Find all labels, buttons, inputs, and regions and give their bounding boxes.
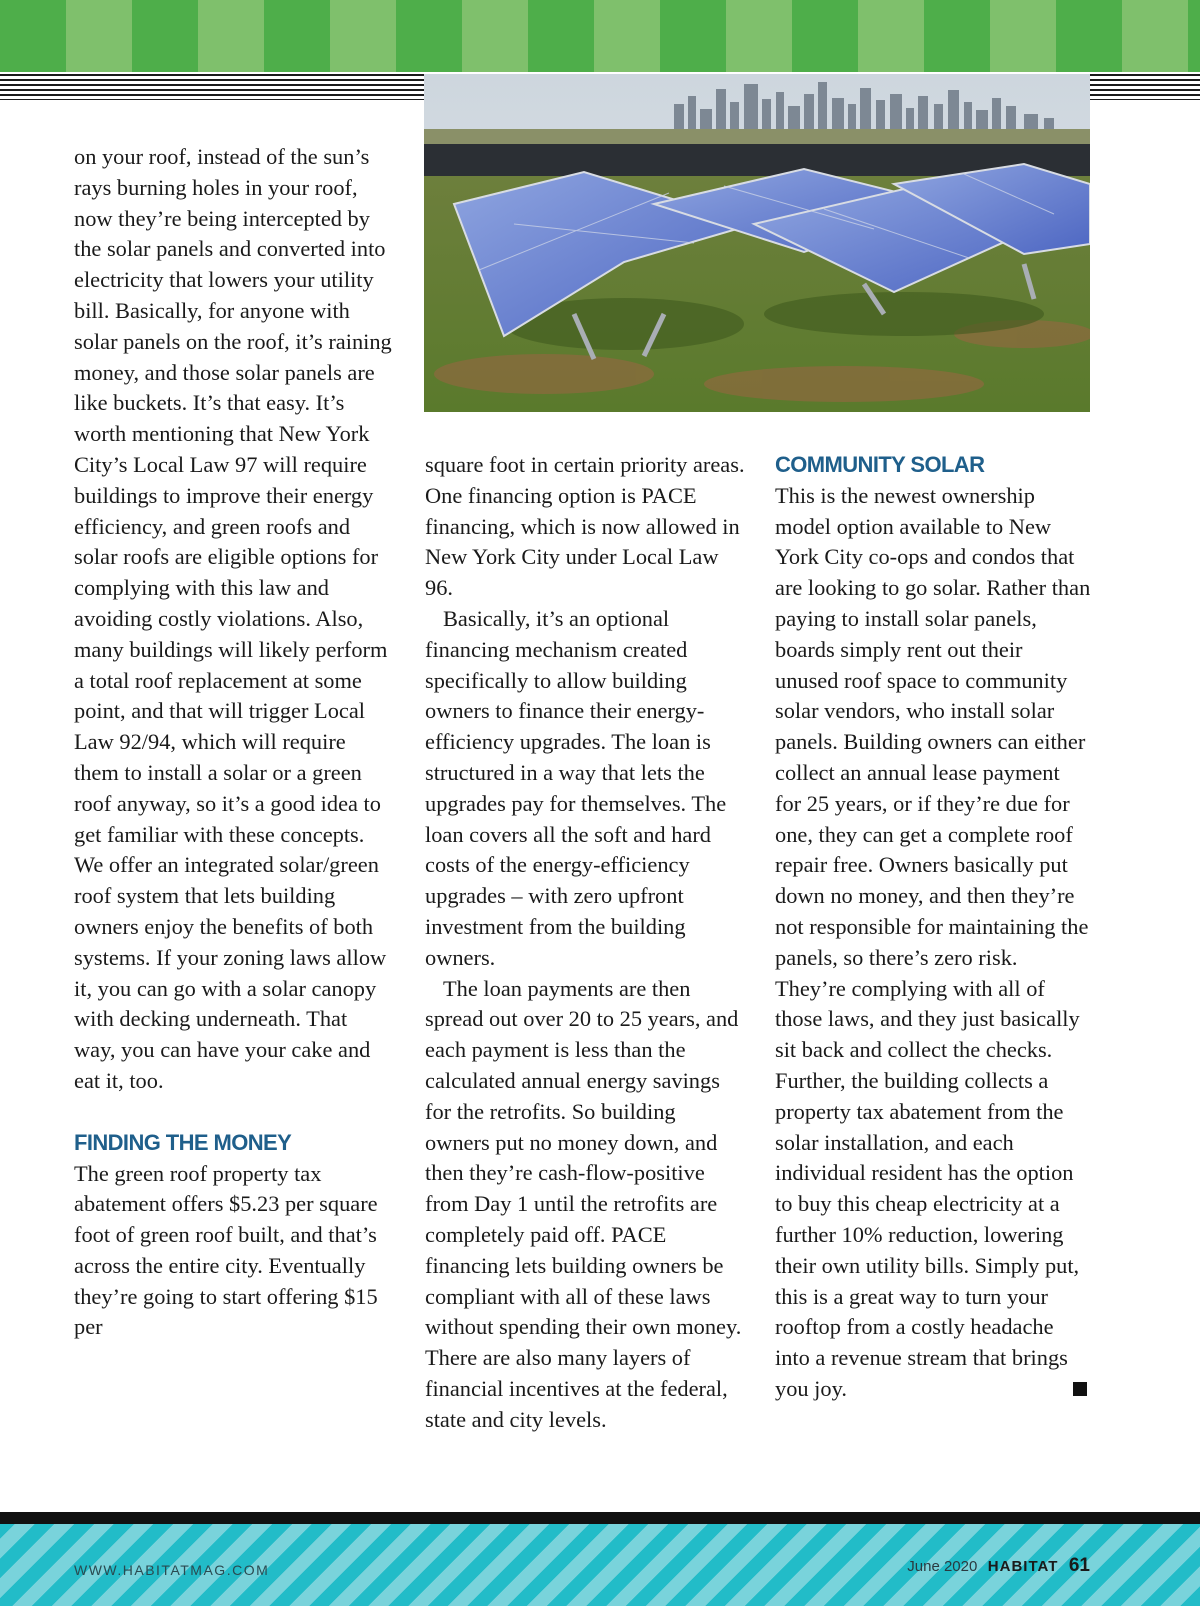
header-rule-left xyxy=(0,74,424,100)
article-column-3 xyxy=(775,450,1091,1405)
col2-paragraph-3: The loan payments are then spread out over 20 to 25 years, and each payment is less than the calculated annual energy savings for the retrofits. So building owners put no money down, and then they’re cash-flow-positive from Day 1 until the retrofits are completely paid off. PACE financing lets building owners be compliant with all of these laws without spending their own money. There are also many layers of financial incentives at the federal, state and city levels. xyxy=(425,975,742,1432)
col1-paragraph-2: The green roof property tax abatement offers $5.23 per square foot of green roof built, and that’s across the entire city. Eventually they’re going to start offering $15 per xyxy=(74,1160,378,1340)
col2-paragraph-2: Basically, it’s an optional financing mechanism created specifically to allow building owners to finance their energy-efficiency upgrades. The loan is structured in a way that lets the upgrades pay for themselves. The loan covers all the soft and hard costs of the energy-efficiency upgrades – with zero upfront investment from the building owners. xyxy=(425,605,727,970)
top-stripe-band xyxy=(0,0,1200,72)
footer-folio xyxy=(907,1555,1090,1577)
article-column-1 xyxy=(74,142,394,1343)
article-column-2 xyxy=(425,450,745,1436)
col1-paragraph-1: on your roof, instead of the sun’s rays burning holes in your roof, now they’re being intercepted by the solar panels and converted into electricity that lowers your utility bill. Basically, for anyone with solar panels on the roof, it’s raining money, and those solar panels are like buckets. It’s that easy. It’s worth mentioning that New York City’s Local Law 97 will require buildings to improve their energy efficiency, and green roofs and solar roofs are eligible options for complying with this law and avoiding costly violations. Also, many buildings will likely perform a total roof replacement at some point, and that will trigger Local Law 92/94, which will require them to install a solar or a green roof anyway, so it’s a good idea to get familiar with these concepts. We offer an integrated solar/green roof system that lets building owners enjoy the benefits of both systems. If your zoning laws allow it, you can go with a solar canopy with decking underneath. That way, you can have your cake and eat it, too. xyxy=(74,144,392,1093)
col3-paragraph-text: This is the newest ownership model option available to New York City co-ops and condos that are looking to go solar. Rather than paying to install solar panels, boards simply rent out their unused roof space to community solar vendors, who install solar panels. Building owners can either collect an annual lease payment for 25 years, or if they’re due for one, they can get a complete roof repair free. Owners basically put down no money, and then they’re not responsible for maintaining the panels, so there’s zero risk. They’re complying with all of those laws, and they just basically sit back and collect the checks. Further, the building collects a property tax abatement from the solar installation, and each individual resident has the option to buy this cheap electricity at a further 10% reduction, lowering their own utility bills. Simply put, this is a great way to turn your rooftop from a costly headache into a revenue stream that brings you joy. xyxy=(775,482,1091,1401)
footer-issue-date: June 2020 xyxy=(907,1558,978,1575)
footer-rule xyxy=(0,1512,1200,1524)
footer-website-url: WWW.HABITATMAG.COM xyxy=(74,1562,270,1578)
header-rule-right xyxy=(1090,74,1200,100)
col2-paragraph-1: square foot in certain priority areas. One financing option is PACE financing, which is now allowed in New York City under Local Law 96. xyxy=(425,452,745,601)
section-heading-community-solar: COMMUNITY SOLAR xyxy=(775,452,985,477)
solar-panels-photo xyxy=(424,74,1090,412)
end-of-article-mark xyxy=(1073,1382,1087,1396)
section-heading-finding-the-money: FINDING THE MONEY xyxy=(74,1129,292,1155)
col3-paragraph-1 xyxy=(775,481,1091,1405)
footer-magazine-name: HABITAT xyxy=(987,1558,1059,1575)
footer-page-number: 61 xyxy=(1068,1555,1090,1576)
